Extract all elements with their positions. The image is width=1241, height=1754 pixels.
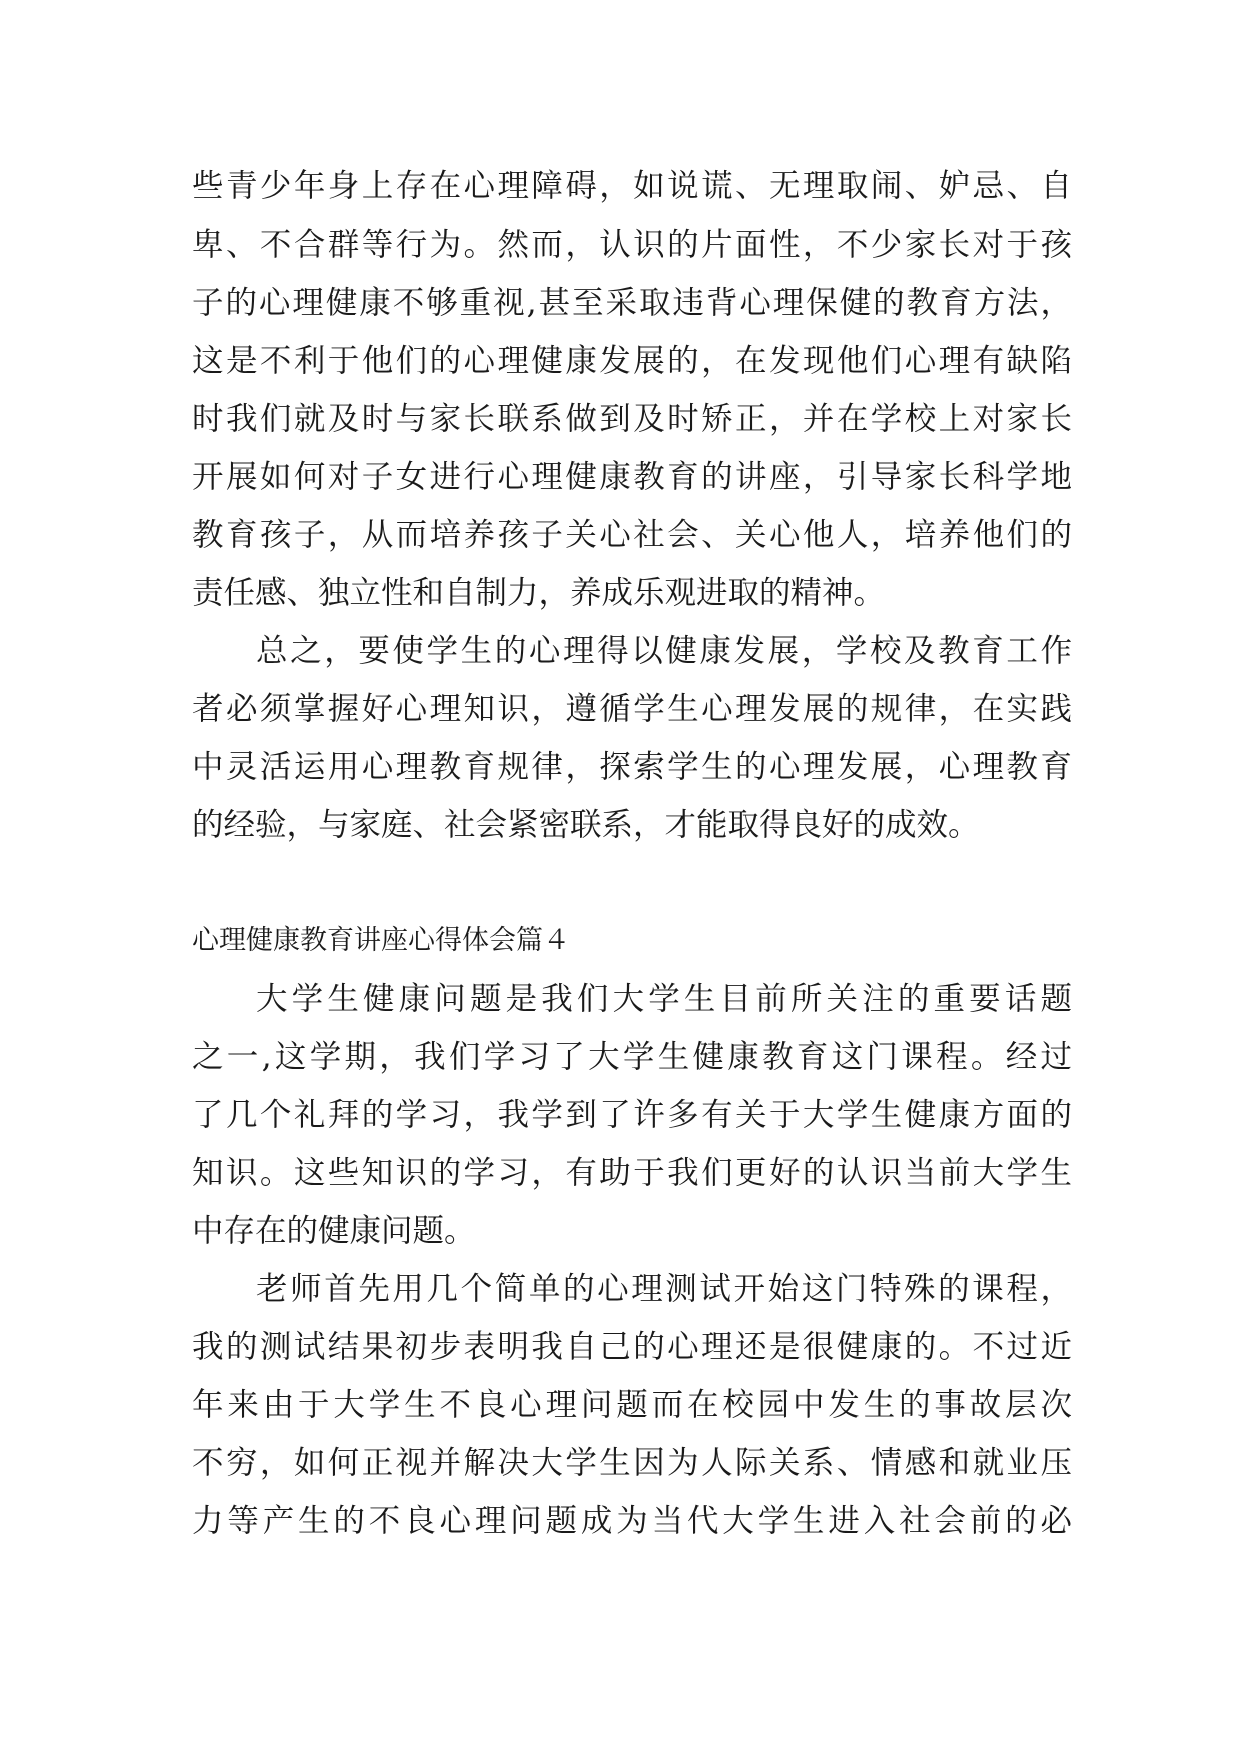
paragraph-1-line-5: 时我们就及时与家长联系做到及时矫正，并在学校上对家长	[192, 401, 1072, 437]
paragraph-3-line-1: 大学生健康问题是我们大学生目前所关注的重要话题	[256, 981, 1072, 1017]
paragraph-1-line-7: 教育孩子，从而培养孩子关心社会、关心他人，培养他们的	[192, 517, 1072, 553]
paragraph-4-line-2: 我的测试结果初步表明我自己的心理还是很健康的。不过近	[192, 1329, 1072, 1365]
paragraph-1-line-1: 些青少年身上存在心理障碍，如说谎、无理取闹、妒忌、自	[192, 168, 1072, 204]
paragraph-1-line-4: 这是不利于他们的心理健康发展的，在发现他们心理有缺陷	[192, 343, 1072, 379]
paragraph-3-line-5: 中存在的健康问题。	[192, 1213, 476, 1249]
paragraph-2-line-4: 的经验，与家庭、社会紧密联系，才能取得良好的成效。	[192, 807, 980, 843]
paragraph-1-line-2: 卑、不合群等行为。然而，认识的片面性，不少家长对于孩	[192, 227, 1072, 263]
section-heading: 心理健康教育讲座心得体会篇４	[192, 925, 570, 956]
paragraph-4-line-5: 力等产生的不良心理问题成为当代大学生进入社会前的必	[192, 1503, 1072, 1539]
paragraph-4-line-3: 年来由于大学生不良心理问题而在校园中发生的事故层次	[192, 1387, 1072, 1423]
paragraph-2-line-3: 中灵活运用心理教育规律，探索学生的心理发展，心理教育	[192, 749, 1072, 785]
paragraph-1-line-6: 开展如何对子女进行心理健康教育的讲座，引导家长科学地	[192, 459, 1072, 495]
paragraph-1-line-8: 责任感、独立性和自制力，养成乐观进取的精神。	[192, 575, 886, 611]
paragraph-1-line-3: 子的心理健康不够重视,甚至采取违背心理保健的教育方法，	[192, 285, 1072, 321]
paragraph-4-line-4: 不穷，如何正视并解决大学生因为人际关系、情感和就业压	[192, 1445, 1072, 1481]
paragraph-3-line-3: 了几个礼拜的学习，我学到了许多有关于大学生健康方面的	[192, 1097, 1072, 1133]
paragraph-2-line-2: 者必须掌握好心理知识，遵循学生心理发展的规律，在实践	[192, 691, 1072, 727]
paragraph-3-line-2: 之一,这学期，我们学习了大学生健康教育这门课程。经过	[192, 1039, 1072, 1075]
paragraph-4-line-1: 老师首先用几个简单的心理测试开始这门特殊的课程，	[256, 1271, 1072, 1307]
paragraph-2-line-1: 总之，要使学生的心理得以健康发展，学校及教育工作	[256, 633, 1072, 669]
paragraph-3-line-4: 知识。这些知识的学习，有助于我们更好的认识当前大学生	[192, 1155, 1072, 1191]
